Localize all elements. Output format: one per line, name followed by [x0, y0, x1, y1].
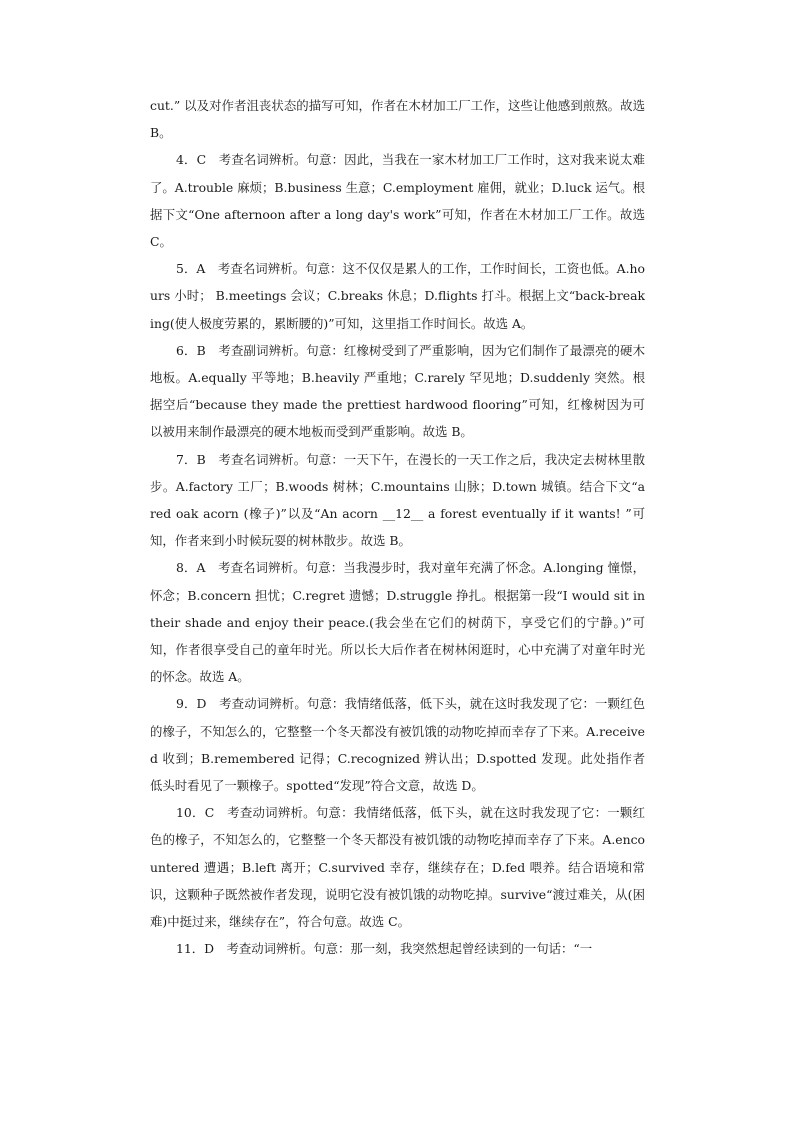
- paragraph-item-10: 10．C 考查动词辨析。句意：我情绪低落，低下头，就在这时我发现了它：一颗红色的橡子，不知怎么的，它整整一个冬天都没有被饥饿的动物吃掉而幸存了下来。A.encountered 遭遇；B.left 离开；C.survived 幸存，继续存在；D.fed 喂养。结合语境和常识，这颗种子既然被作者发现，说明它没有被饥饿的动物吃掉。survive“渡过难关，从(困难)中挺过来，继续存在”，符合句意。故选 C。: [150, 805, 645, 930]
- paragraph-item-11: 11．D 考查动词辨析。句意：那一刻，我突然想起曾经读到的一句话：“一: [176, 941, 593, 957]
- paragraph-item-8: 8．A 考查名词辨析。句意：当我漫步时，我对童年充满了怀念。A.longing 憧憬，怀念；B.concern 担忧；C.regret 遗憾；D.struggle 挣扎。根据第一段“I would sit in their shade and enjoy their peace.(我会坐在它们的树荫下，享受它们的宁静。)”可知，作者很享受自己的童年时光。所以长大后作者在树林闲逛时，心中充满了对童年时光的怀念。故选 A。: [150, 560, 645, 685]
- answer-explanations: [150, 92, 645, 963]
- paragraph-item-9: 9．D 考查动词辨析。句意：我情绪低落，低下头，就在这时我发现了它：一颗红色的橡子，不知怎么的，它整整一个冬天都没有被饥饿的动物吃掉而幸存了下来。A.received 收到；B.remembered 记得；C.recognized 辨认出；D.spotted 发现。此处指作者低头时看见了一颗橡子。spotted“发现”符合文意，故选 D。: [150, 696, 645, 794]
- paragraph-item-4: 4．C 考查名词辨析。句意：因此，当我在一家木材加工厂工作时，这对我来说太难了。A.trouble 麻烦；B.business 生意；C.employment 雇佣，就业；D.luck 运气。根据下文“One afternoon after a long day's work”可知，作者在木材加工厂工作。故选 C。: [150, 152, 645, 250]
- paragraph-item-5: 5．A 考查名词辨析。句意：这不仅仅是累人的工作，工作时间长，工资也低。A.hours 小时； B.meetings 会议；C.breaks 休息；D.flights 打斗。根据上文“back-breaking(使人极度劳累的，累断腰的)”可知，这里指工作时间长。故选 A。: [150, 261, 645, 331]
- paragraph-item-6: 6．B 考查副词辨析。句意：红橡树受到了严重影响，因为它们制作了最漂亮的硬木地板。A.equally 平等地；B.heavily 严重地；C.rarely 罕见地；D.suddenly 突然。根据空后“because they made the prettiest hardwood flooring”可知，红橡树因为可以被用来制作最漂亮的硬木地板而受到严重影响。故选 B。: [150, 342, 645, 440]
- paragraph-continuation: cut.” 以及对作者沮丧状态的描写可知，作者在木材加工厂工作，这些让他感到煎熬。故选 B。: [150, 98, 645, 141]
- paragraph-item-7: 7．B 考查名词辨析。句意：一天下午，在漫长的一天工作之后，我决定去树林里散步。A.factory 工厂；B.woods 树林；C.mountains 山脉；D.town 城镇。结合下文“a red oak acorn (橡子)”以及“An acorn __12__ a forest eventually if it wants! ”可知，作者来到小时候玩耍的树林散步。故选 B。: [150, 451, 645, 549]
